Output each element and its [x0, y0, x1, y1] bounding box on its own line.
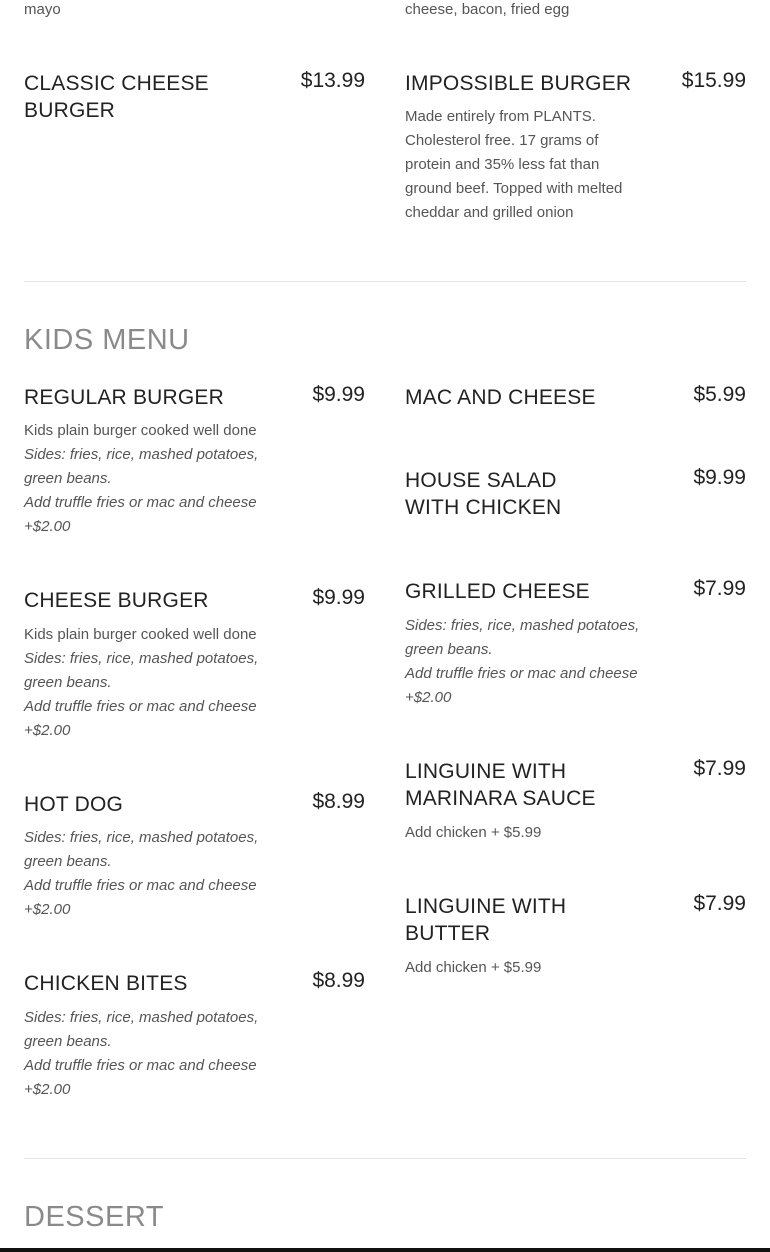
section-title-dessert: DESSERT — [24, 1201, 164, 1233]
item-description — [24, 623, 264, 743]
item-name: REGULAR BURGER — [24, 386, 225, 409]
item-price: $9.99 — [693, 466, 746, 489]
item-price: $7.99 — [693, 577, 746, 600]
item-description — [24, 826, 264, 922]
previous-item-desc-left: mayo — [24, 1, 61, 18]
item-name: GRILLED CHEESE — [405, 580, 590, 603]
item-description — [24, 1006, 264, 1102]
item-price: $13.99 — [300, 69, 365, 92]
item-name: MAC AND CHEESE — [405, 386, 596, 409]
item-note: Kids plain burger cooked well done — [24, 626, 257, 643]
item-name: LINGUINE WITH MARINARA SAUCE — [405, 760, 596, 810]
item-addon: Add truffle fries or mac and cheese +$2.00 — [405, 665, 638, 706]
item-sides: Sides: fries, rice, mashed potatoes, green beans. — [24, 446, 259, 487]
section-divider — [24, 1158, 746, 1159]
item-sides: Sides: fries, rice, mashed potatoes, green beans. — [24, 829, 259, 870]
item-price: $8.99 — [312, 969, 365, 992]
item-note: Add chicken + $5.99 — [405, 824, 542, 841]
item-price: $15.99 — [681, 69, 746, 92]
item-price: $8.99 — [312, 790, 365, 813]
section-title-kids-menu: KIDS MENU — [24, 324, 190, 356]
section-divider — [24, 281, 746, 282]
item-description: Made entirely from PLANTS. Cholesterol free. 17 grams of protein and 35% less fat than ground beef. Topped with melted cheddar and grilled onion — [405, 108, 623, 221]
item-name: HOT DOG — [24, 793, 124, 816]
bottom-edge-bar — [0, 1248, 770, 1252]
item-note: Add chicken + $5.99 — [405, 959, 542, 976]
item-name: CHEESE BURGER — [24, 589, 209, 612]
item-note: Kids plain burger cooked well done — [24, 422, 257, 439]
item-description — [405, 614, 645, 710]
item-addon: Add truffle fries or mac and cheese +$2.00 — [24, 494, 257, 535]
item-price: $9.99 — [312, 383, 365, 406]
item-addon: Add truffle fries or mac and cheese +$2.00 — [24, 877, 257, 918]
item-name: CLASSIC CHEESE BURGER — [24, 72, 209, 122]
item-description — [405, 956, 645, 980]
item-addon: Add truffle fries or mac and cheese +$2.00 — [24, 698, 257, 739]
item-name: LINGUINE WITH BUTTER — [405, 895, 567, 945]
item-sides: Sides: fries, rice, mashed potatoes, green beans. — [405, 617, 640, 658]
item-price: $7.99 — [693, 757, 746, 780]
item-price: $9.99 — [312, 586, 365, 609]
item-description — [405, 821, 645, 845]
item-description — [24, 419, 264, 539]
item-price: $5.99 — [693, 383, 746, 406]
previous-item-desc-right: cheese, bacon, fried egg — [405, 1, 570, 18]
item-name: CHICKEN BITES — [24, 972, 188, 995]
item-sides: Sides: fries, rice, mashed potatoes, green beans. — [24, 1009, 259, 1050]
item-name: HOUSE SALAD WITH CHICKEN — [405, 469, 562, 519]
item-sides: Sides: fries, rice, mashed potatoes, green beans. — [24, 650, 259, 691]
item-price: $7.99 — [693, 892, 746, 915]
item-addon: Add truffle fries or mac and cheese +$2.00 — [24, 1057, 257, 1098]
item-name: IMPOSSIBLE BURGER — [405, 72, 632, 95]
